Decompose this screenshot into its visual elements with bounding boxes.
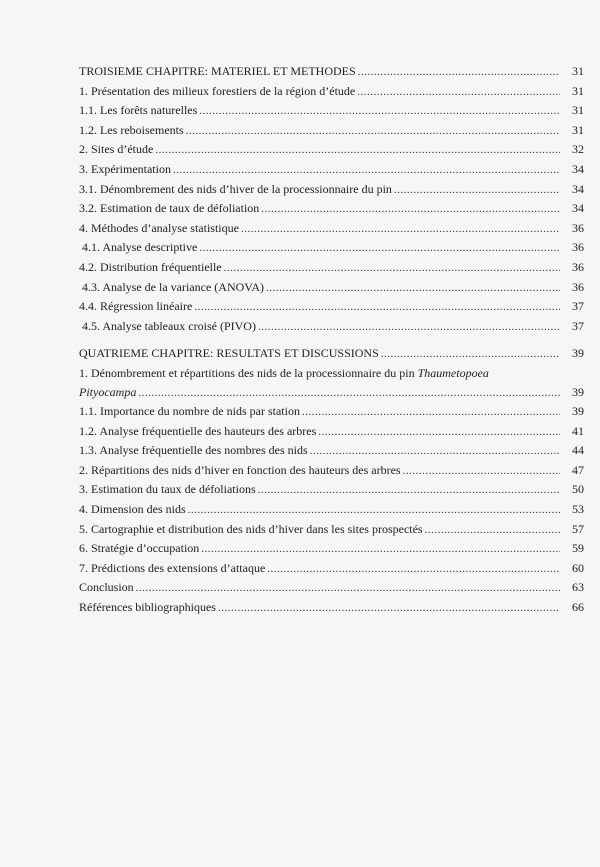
toc-entry-label: 3.1. Dénombrement des nids d’hiver de la processionnaire du pin — [79, 181, 392, 196]
toc-entry[interactable] — [79, 520, 584, 540]
toc-page-number: 36 — [572, 279, 584, 294]
toc-entry[interactable] — [79, 160, 584, 180]
dot-leader — [403, 462, 560, 481]
toc-page-number: 34 — [572, 181, 584, 196]
dot-leader — [318, 423, 560, 442]
toc-entry[interactable] — [79, 461, 584, 481]
toc-entry-label: 4. Méthodes d’analyse statistique — [79, 220, 239, 235]
toc-page-number: 59 — [572, 541, 584, 556]
dot-leader — [173, 161, 560, 180]
toc-entry[interactable] — [79, 101, 584, 121]
toc-entry-label: 7. Prédictions des extensions d’attaque — [79, 560, 266, 575]
toc-entry-label: 5. Cartographie et distribution des nids d’hiver dans les sites prospectés — [79, 521, 423, 536]
toc-entry[interactable] — [79, 278, 584, 298]
toc-chapter4-entries — [79, 402, 584, 578]
toc-entry-label: 4.5. Analyse tableaux croisé (PIVO) — [82, 318, 256, 333]
toc-page-number: 39 — [572, 404, 584, 419]
dot-leader — [302, 403, 560, 422]
toc-entry[interactable] — [79, 422, 584, 442]
toc-page-number: 36 — [572, 259, 584, 274]
toc-entry-label: 1. Présentation des milieux forestiers de la région d’étude — [79, 83, 356, 98]
toc-entry-label: Conclusion — [79, 580, 134, 595]
toc-entry[interactable] — [79, 297, 584, 317]
toc-entry-label: TROISIEME CHAPITRE: MATERIEL ET METHODES — [79, 64, 356, 78]
toc-page-number: 34 — [572, 201, 584, 216]
toc-entry-label: 3. Expérimentation — [79, 161, 171, 176]
toc-chapter-heading[interactable] — [79, 344, 584, 364]
dot-leader — [241, 220, 560, 239]
dot-leader — [266, 279, 560, 298]
toc-entry[interactable] — [79, 598, 584, 618]
toc-page-number: 66 — [572, 600, 584, 615]
toc-entry-label: 4.1. Analyse descriptive — [82, 240, 198, 255]
dot-leader — [310, 442, 560, 461]
toc-chapter-heading[interactable] — [79, 62, 584, 82]
toc-entry-label: 1. Dénombrement et répartitions des nids de la processionnaire du pin — [79, 365, 418, 380]
dot-leader — [357, 83, 560, 102]
toc-page-number: 63 — [572, 580, 584, 595]
toc-page-number: 31 — [572, 83, 584, 98]
toc-entry[interactable] — [79, 539, 584, 559]
dot-leader — [358, 63, 560, 82]
dot-leader — [199, 239, 560, 258]
toc-entry[interactable] — [79, 500, 584, 520]
toc-entry-label: 6. Stratégie d’occupation — [79, 541, 200, 556]
dot-leader — [136, 579, 560, 598]
toc-entry[interactable] — [79, 121, 584, 141]
toc-entry[interactable] — [79, 199, 584, 219]
toc-page-number: 39 — [572, 346, 584, 361]
toc-page-number: 37 — [572, 299, 584, 314]
toc-entry[interactable] — [79, 219, 584, 239]
dot-leader — [261, 200, 560, 219]
species-name: Pityocampa — [79, 384, 137, 399]
toc-page-number: 31 — [572, 64, 584, 78]
toc-entry-label: 4.3. Analyse de la variance (ANOVA) — [82, 279, 265, 294]
toc-entry[interactable] — [79, 559, 584, 579]
toc-entry[interactable] — [79, 441, 584, 461]
toc-entry[interactable] — [79, 578, 584, 598]
toc-entry[interactable] — [79, 402, 584, 422]
toc-page-number: 50 — [572, 482, 584, 497]
toc-page-number: 44 — [572, 443, 584, 458]
dot-leader — [218, 599, 560, 618]
toc-entry[interactable] — [79, 180, 584, 200]
dot-leader — [199, 102, 560, 121]
spacer — [79, 336, 584, 344]
dot-leader — [155, 141, 560, 160]
toc-entry[interactable] — [79, 258, 584, 278]
toc-entry-label: QUATRIEME CHAPITRE: RESULTATS ET DISCUSSIONS — [79, 346, 379, 361]
toc-entry-label: 1.2. Analyse fréquentielle des hauteurs des arbres — [79, 423, 317, 438]
dot-leader — [201, 540, 560, 559]
toc-entry-label: 2. Sites d’étude — [79, 142, 154, 157]
dot-leader — [425, 521, 560, 540]
toc-back-matter — [79, 578, 584, 617]
toc-page-number: 39 — [572, 384, 584, 399]
toc-page-number: 34 — [572, 161, 584, 176]
dot-leader — [381, 345, 560, 364]
toc-entry[interactable] — [79, 82, 584, 102]
dot-leader — [194, 298, 560, 317]
toc-page-number: 41 — [572, 423, 584, 438]
dot-leader — [186, 122, 560, 141]
toc-chapter3-entries — [79, 82, 584, 337]
toc-entry-label: 2. Répartitions des nids d’hiver en fonction des hauteurs des arbres — [79, 462, 401, 477]
dot-leader — [394, 181, 560, 200]
toc-page-number: 37 — [572, 318, 584, 333]
toc-entry-label: 1.1. Importance du nombre de nids par station — [79, 404, 300, 419]
toc-page-number: 57 — [572, 521, 584, 536]
toc-entry[interactable] — [79, 238, 584, 258]
toc-entry-label: 1.3. Analyse fréquentielle des nombres des nids — [79, 443, 308, 458]
toc-entry-label: Références bibliographiques — [79, 600, 216, 615]
toc-entry-label: 3.2. Estimation de taux de défoliation — [79, 201, 260, 216]
toc-entry-label: 4.2. Distribution fréquentielle — [79, 259, 222, 274]
toc-entry-label: 4.4. Régression linéaire — [79, 299, 193, 314]
toc-entry-wrapped-line[interactable] — [79, 364, 584, 383]
toc-entry-label: 1.2. Les reboisements — [79, 122, 184, 137]
species-name: Thaumetopoea — [417, 365, 489, 380]
toc-entry-label: 3. Estimation du taux de défoliations — [79, 482, 256, 497]
dot-leader — [267, 560, 560, 579]
toc-entry[interactable] — [79, 140, 584, 160]
dot-leader — [258, 318, 560, 337]
toc-entry-label: 4. Dimension des nids — [79, 502, 186, 517]
dot-leader — [138, 384, 560, 403]
toc-page-number: 47 — [572, 462, 584, 477]
dot-leader — [224, 259, 560, 278]
toc-page-number: 36 — [572, 220, 584, 235]
toc-page-number: 31 — [572, 103, 584, 118]
toc-entry-label: 1.1. Les forêts naturelles — [79, 103, 198, 118]
toc-entry[interactable] — [79, 317, 584, 337]
toc-page-number: 53 — [572, 502, 584, 517]
toc-page-number: 36 — [572, 240, 584, 255]
dot-leader — [188, 501, 560, 520]
dot-leader — [258, 481, 560, 500]
toc-page-number: 60 — [572, 560, 584, 575]
toc-page-number: 31 — [572, 122, 584, 137]
toc-entry[interactable] — [79, 383, 584, 403]
table-of-contents — [79, 62, 584, 618]
toc-page-number: 32 — [572, 142, 584, 157]
toc-entry[interactable] — [79, 480, 584, 500]
